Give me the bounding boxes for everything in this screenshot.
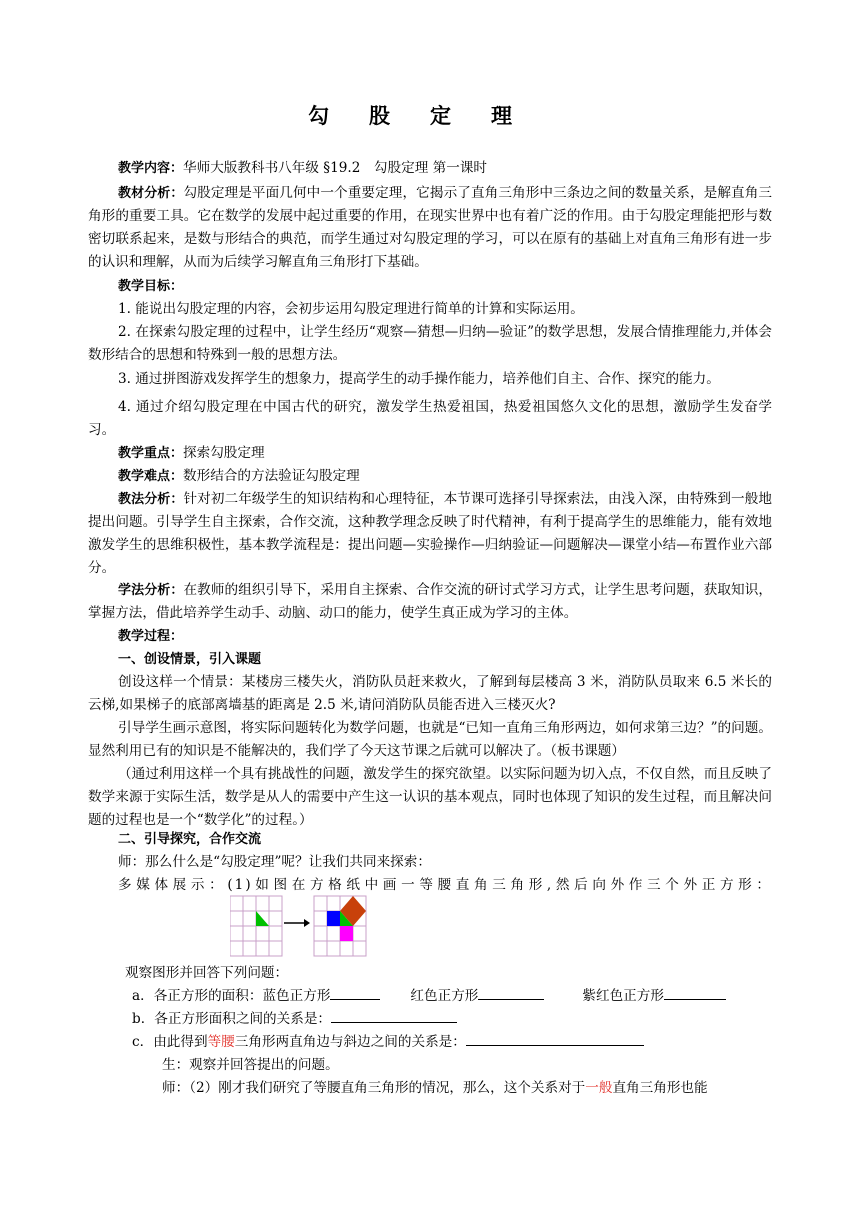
question-c: c．由此得到等腰三角形两直角边与斜边之间的关系是： — [132, 1031, 772, 1054]
blank-field — [330, 985, 380, 1000]
goal-item: 4. 通过介绍勾股定理在中国古代的研究，激发学生热爱祖国，热爱祖国悠久文化的思想，激励学生发奋学习。 — [88, 399, 772, 438]
grid-figure — [230, 893, 380, 957]
teacher-line: 师：（2）刚才我们研究了等腰直角三角形的情况，那么，这个关系对于一般直角三角形也能 — [162, 1080, 708, 1096]
observe-line: 观察图形并回答下列问题： — [125, 965, 289, 981]
section2-paragraph: 师：那么什么是“勾股定理”呢？让我们共同来探索： — [118, 854, 431, 870]
difficulty-line: 教学难点：数形结合的方法验证勾股定理 — [118, 468, 360, 484]
left-grid — [230, 896, 282, 956]
question-b: b．各正方形面积之间的关系是： — [132, 1008, 772, 1031]
magenta-square — [340, 926, 353, 941]
analysis-text: 勾股定理是平面几何中一个重要定理，它揭示了直角三角形中三条边之间的数量关系，是解直角三角形的重要工具。它在数学的发展中起过重要的作用，在现实世界中也有着广泛的作用。由于勾股定理能把形与数密切联系起来，是数与形结合的典范，而学生通过对勾股定理的学习，可以在原有的基础上对直角三角形有进一步的认识和理解，从而为后续学习解直角三角形打下基础。 — [88, 185, 772, 270]
method-paragraph: 教法分析：针对初二年级学生的知识结构和心理特征，本节课可选择引导探索法，由浅入深，由特殊到一般地提出问题。引导学生自主探索，合作交流，这种教学理念反映了时代精神，有利于提高学生的思维能力，能有效地激发学生的思维积极性，基本教学流程是：提出问题—实验操作—归纳验证—问题解决—课堂小结—布置作业六部分。 — [88, 491, 772, 576]
key-point-line: 教学重点：探索勾股定理 — [118, 445, 265, 461]
content-text: 华师大版教科书八年级 §19.2 勾股定理 第一课时 — [183, 160, 488, 176]
right-grid — [314, 896, 366, 956]
content-line — [88, 157, 772, 180]
arrow-icon — [284, 919, 310, 927]
goals-label: 教学目标： — [118, 279, 184, 294]
section1-note: （通过利用这样一个具有挑战性的问题，激发学生的探究欲望。以实际问题为切入点，不仅自然，而且反映了数学来源于实际生活，数学是从人的需要中产生这一认识的基本观点，同时也体现了知识的发生过程，而且解决问题的过程也是一个“数学化”的过程。） — [88, 766, 772, 828]
student-line: 生：观察并回答提出的问题。 — [162, 1057, 339, 1073]
process-label: 教学过程： — [118, 629, 184, 644]
blank-field — [478, 985, 544, 1000]
blank-field — [664, 985, 726, 1000]
page-title: 勾股定理 — [308, 104, 552, 128]
analysis-paragraph — [88, 182, 772, 274]
blank-field — [466, 1031, 644, 1046]
section1-paragraph: 引导学生画示意图，将实际问题转化为数学问题，也就是“已知一直角三角形两边，如何求第三边？”的问题。显然利用已有的知识是不能解决的，我们学了今天这节课之后就可以解决了。（板书课题） — [88, 720, 772, 759]
analysis-label: 教材分析： — [118, 186, 184, 201]
section2-paragraph: 多媒体展示：(1)如图在方格纸中画一等腰直角三角形,然后向外作三个外正方形： — [118, 877, 772, 893]
study-paragraph: 学法分析：在教师的组织引导下，采用自主探索、合作交流的研讨式学习方式，让学生思考问题，获取知识，掌握方法，借此培养学生动手、动脑、动口的能力，使学生真正成为学习的主体。 — [88, 582, 772, 621]
triangle-shape — [256, 911, 269, 926]
section1-heading: 一、创设情景，引入课题 — [118, 652, 262, 667]
section1-paragraph: 创设这样一个情景：某楼房三楼失火，消防队员赶来救火，了解到每层楼高 3 米，消防队员取来 6.5 米长的云梯,如果梯子的底部离墙基的距离是 2.5 米,请问消防队员能否进入三楼灭火? — [88, 674, 772, 713]
goal-item: 3. 通过拼图游戏发挥学生的想象力，提高学生的动手操作能力，培养他们自主、合作、探究的能力。 — [118, 371, 720, 387]
blank-field — [331, 1008, 457, 1023]
goal-item: 2. 在探索勾股定理的过程中，让学生经历“观察—猜想—归纳—验证”的数学思想，发展合情推理能力,并体会数形结合的思想和特殊到一般的思想方法。 — [88, 324, 772, 363]
blue-square — [327, 911, 340, 926]
content-label: 教学内容： — [118, 161, 184, 176]
goal-item: 1. 能说出勾股定理的内容，会初步运用勾股定理进行简单的计算和实际运用。 — [118, 301, 584, 317]
question-a: a．各正方形的面积：蓝色正方形 红色正方形 紫红色正方形 — [132, 985, 772, 1008]
section2-heading: 二、引导探究，合作交流 — [118, 832, 262, 847]
